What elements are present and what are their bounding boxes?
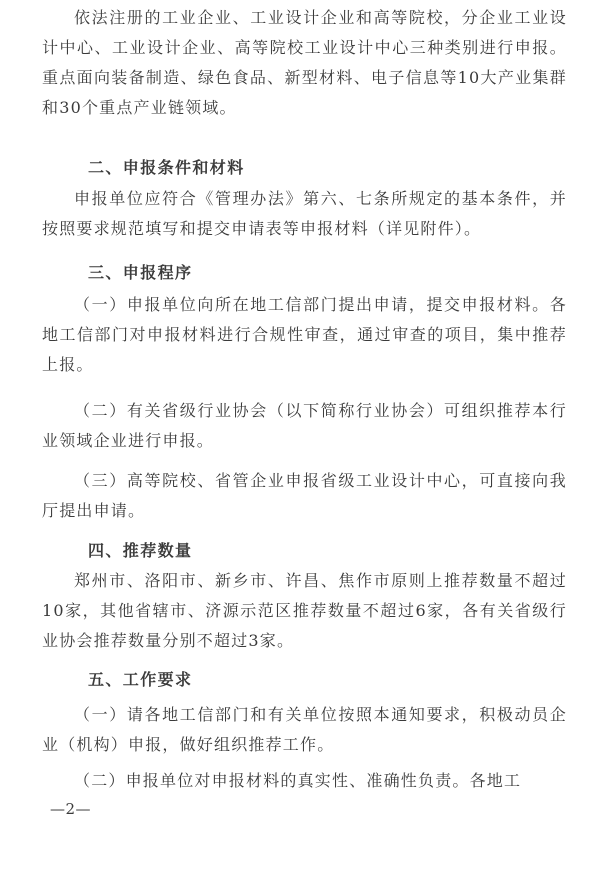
intro-paragraph: 依法注册的工业企业、工业设计企业和高等院校，分企业工业设计中心、工业设计企业、高等院校工业设计中心三种类别进行申报。重点面向装备制造、绿色食品、新型材料、电子信息等10大产业集群和30个重点产业链领域。 [42,8,567,117]
section-2-body: 申报单位应符合《管理办法》第六、七条所规定的基本条件，并按照要求规范填写和提交申请表等申报材料（详见附件）。 [42,189,567,238]
section-heading-2: 二、申报条件和材料 [88,158,245,177]
page-number: —2— [50,800,92,818]
section-heading-3: 三、申报程序 [88,263,193,282]
section-heading-5: 五、工作要求 [88,670,193,689]
section-3-item-2: （二）有关省级行业协会（以下简称行业协会）可组织推荐本行业领域企业进行申报。 [42,401,567,450]
section-5-item-1: （一）请各地工信部门和有关单位按照本通知要求，积极动员企业（机构）申报，做好组织推荐工作。 [42,705,567,754]
section-4-body: 郑州市、洛阳市、新乡市、许昌、焦作市原则上推荐数量不超过10家，其他省辖市、济源示范区推荐数量不超过6家，各有关省级行业协会推荐数量分别不超过3家。 [42,571,567,650]
section-3-item-1: （一）申报单位向所在地工信部门提出申请，提交申报材料。各地工信部门对申报材料进行合规性审查，通过审查的项目，集中推荐上报。 [42,295,567,374]
section-3-item-3: （三）高等院校、省管企业申报省级工业设计中心，可直接向我厅提出申请。 [42,471,567,520]
section-5-item-2: （二）申报单位对申报材料的真实性、准确性负责。各地工 [74,771,522,790]
section-heading-4: 四、推荐数量 [88,541,193,560]
